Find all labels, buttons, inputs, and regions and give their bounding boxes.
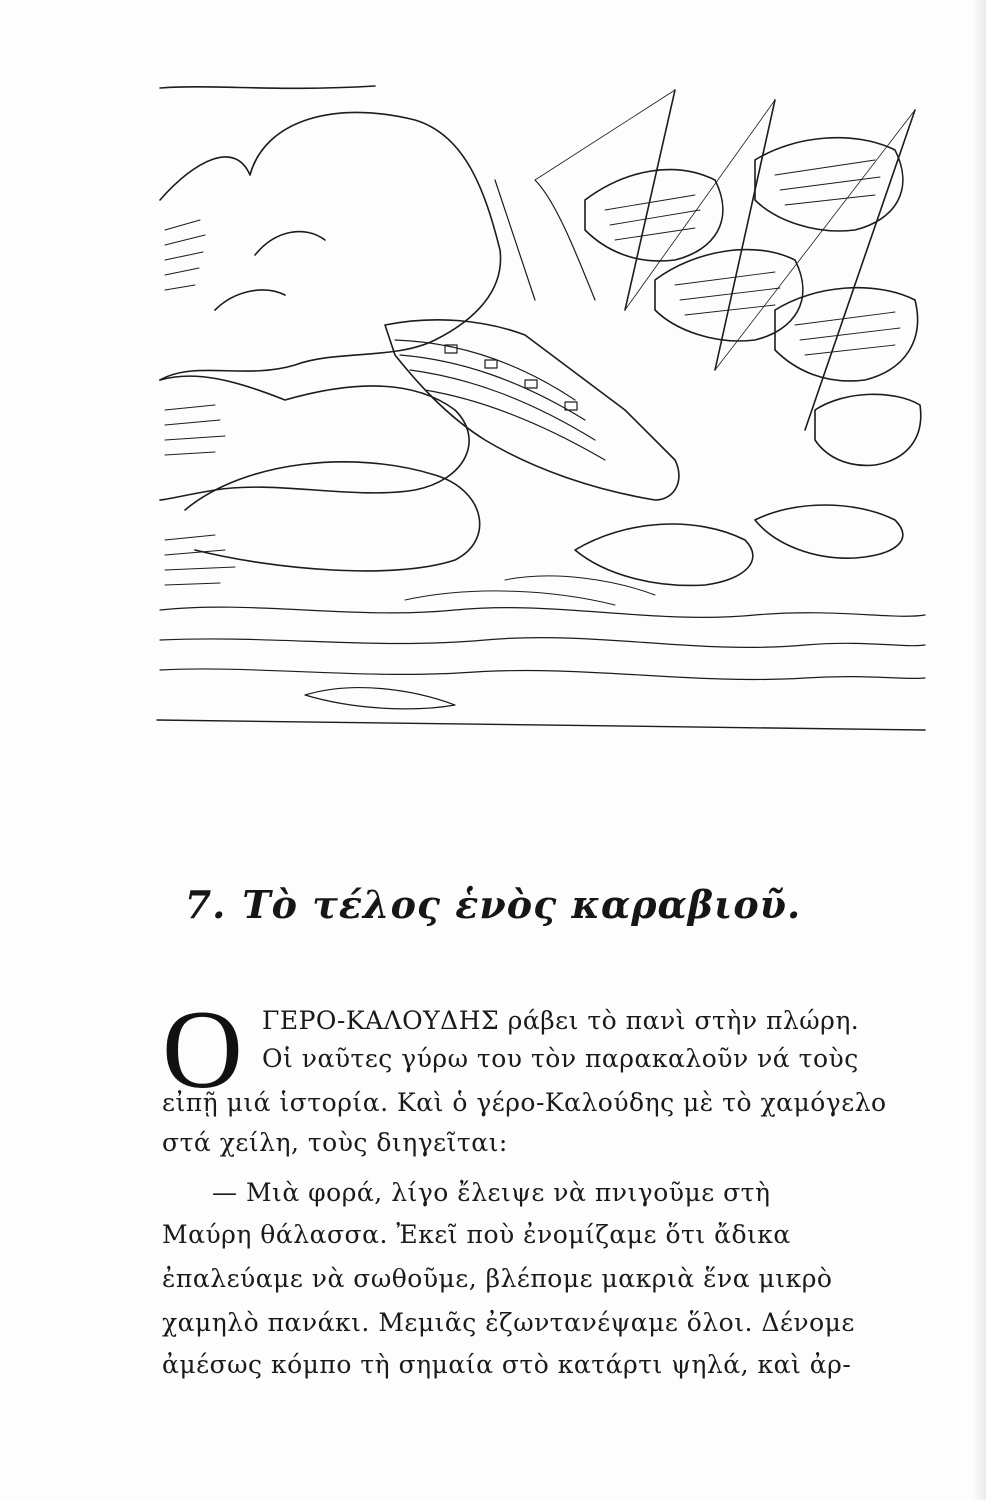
text-line: ἀμέσως κόμπο τὴ σημαία στὸ κατάρτι ψηλά, καὶ ἀρ- (162, 1350, 852, 1379)
chapter-title-text: Τὸ τέλος ἑνὸς καραβιοῦ. (242, 882, 802, 927)
chapter-number: 7. (184, 882, 227, 927)
text-line: χαμηλὸ πανάκι. Μεμιᾶς ἐζωντανέψαμε ὅλοι. Δένομε (162, 1308, 855, 1337)
text-line: στά χείλη, τοὺς διηγεῖται: (162, 1128, 508, 1157)
drop-cap: Ο (162, 988, 243, 1112)
text-line: εἰπῇ μιά ἱστορία. Καὶ ὁ γέρο-Καλούδης μὲ τὸ χαμόγελο (162, 1088, 887, 1117)
shipwreck-illustration (155, 80, 927, 740)
text-line: — Μιὰ φορά, λίγο ἔλειψε νὰ πνιγοῦμε στὴ (212, 1178, 771, 1207)
text-line: Μαύρη θάλασσα. Ἐκεῖ ποὺ ἐνομίζαμε ὅτι ἄδικα (162, 1220, 791, 1249)
chapter-title (0, 882, 986, 927)
text-line: Οἱ ναῦτες γύρω του τὸν παρακαλοῦν νά τοὺς (262, 1044, 859, 1073)
text-line: ἐπαλεύαμε νὰ σωθοῦμε, βλέπομε μακριὰ ἕνα μικρὸ (162, 1264, 833, 1293)
text-line: ΓΕΡΟ-ΚΑΛΟΥΔΗΣ ράβει τὸ πανὶ στὴν πλώρη. (262, 1006, 860, 1035)
page-edge-shadow (972, 0, 986, 1500)
